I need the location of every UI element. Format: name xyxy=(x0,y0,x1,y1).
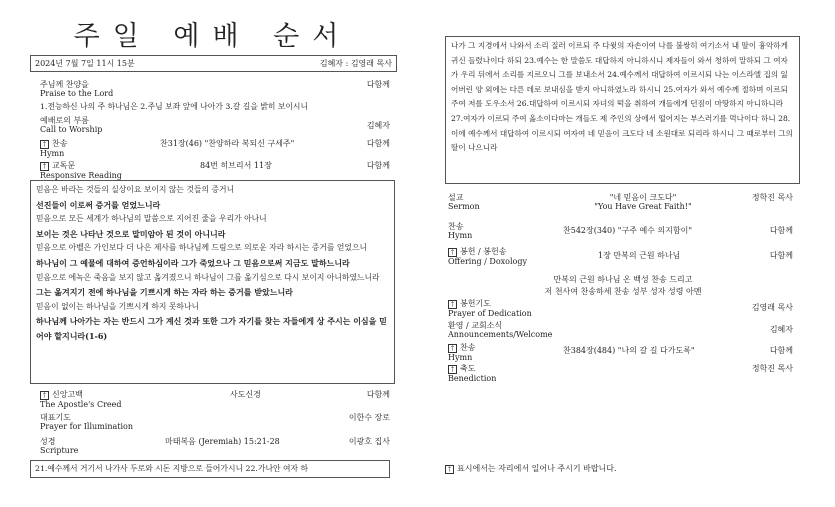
order-item-hymn-2: 찬송 Hymn 찬542장(340) "구주 예수 의지함이" 다함께 xyxy=(448,222,793,240)
order-item-offering: † 봉헌 / 봉헌송 Offering / Doxology 1장 만복의 근원 하나님 다함께 xyxy=(448,247,793,266)
order-item-benediction: † 축도 Benediction 정학진 목사 xyxy=(448,364,793,383)
left-page xyxy=(30,0,395,507)
standing-mark-icon: † xyxy=(448,344,457,353)
order-item-prayer: 대표기도 Prayer for Illumination 이한수 장로 xyxy=(40,413,390,431)
service-date: 2024년 7월 7일 11시 15분 xyxy=(35,59,135,68)
standing-mark-icon: † xyxy=(448,365,457,374)
footnote: † 표시에서는 자리에서 일어나 주시기 바랍니다. xyxy=(445,464,795,474)
page-title: 주일 예배 순서 xyxy=(73,21,352,52)
standing-mark-icon: † xyxy=(40,391,49,400)
praise-songs: 1.전능하신 나의 주 하나님은 2.주님 보좌 앞에 나아가 3.갈 길을 밝히 보이시니 xyxy=(40,102,308,111)
order-item-responsive-reading: † 교독문 Responsive Reading 84번 히브리서 11장 다함께 xyxy=(40,161,390,180)
standing-mark-icon: † xyxy=(40,162,49,171)
order-item-announcements: 환영 / 교회소식 Announcements/Welcome 김혜자 xyxy=(448,321,793,339)
order-item-sermon: 설교 Sermon "네 믿음이 크도다" "You Have Great Faith!" 정학진 목사 xyxy=(448,193,793,211)
standing-mark-icon: † xyxy=(445,465,454,474)
responsive-reading-box: 믿음은 바라는 것들의 실상이요 보이지 않는 것들의 증거니 선진들이 이로써 증거를 얻었느니라 믿음으로 모든 세계가 하나님의 말씀으로 지어진 줄을 우리가 아나니 보이는 것은 나타난 것으로 말미암아 된 것이 아니니라 믿음으로 아벨은 가인보다 더 나은 제사를 하나님께 드림으로 의로운 자라 하시는 증거를 얻었으니 하나님이 그 예물에 대하여 증언하심이라 그가 죽었으나 그 믿음으로써 지금도 말하느니라 믿음으로 에녹은 죽음을 보지 않고 옮겨졌으니 하나님이 그를 옮기심으로 다시 보이지 아니하였느니라 그는 옮겨지기 전에 하나님을 기쁘시게 하는 자라 하는 증거를 받았느니라 믿음이 없이는 하나님을 기쁘시게 하지 못하나니 하나님께 나아가는 자는 반드시 그가 계신 것과 또한 그가 자기를 찾는 자들에게 상 주시는 이심을 믿어야 할지니라(1-6) xyxy=(30,180,395,384)
order-item-dedication: † 봉헌기도 Prayer of Dedication 김영래 목사 xyxy=(448,299,793,318)
standing-mark-icon: † xyxy=(448,300,457,309)
scripture-box-start: 21.예수께서 거기서 나가사 두로와 시돈 지방으로 들어가시니 22.가나안 여자 하 xyxy=(30,460,390,478)
order-item-hymn-3: † 찬송 Hymn 찬384장(484) "나의 갈 길 다가도록" 다함께 xyxy=(448,343,793,362)
order-item-call-to-worship: 예배로의 부름 Call to Worship 김혜자 xyxy=(40,116,390,134)
order-item-hymn-1: † 찬송 Hymn 찬31장(46) "찬양하라 복되신 구세주" 다함께 xyxy=(40,139,390,158)
service-leader: 김혜자 : 김영래 목사 xyxy=(319,59,392,68)
order-item-praise: 주님께 찬양을 Praise to the Lord 다함께 xyxy=(40,80,390,98)
order-item-scripture: 성경 Scripture 마태복음 (Jeremiah) 15:21-28 이광호 집사 xyxy=(40,437,390,455)
date-line xyxy=(30,55,397,72)
right-page xyxy=(445,0,800,507)
standing-mark-icon: † xyxy=(448,248,457,257)
standing-mark-icon: † xyxy=(40,140,49,149)
scripture-box-continued: 나가 그 지경에서 나와서 소리 질러 이르되 주 다윗의 자손이여 나를 불쌍히 여기소서 내 딸이 흉악하게 귀신 들렸나이다 하되 23.예수는 한 말씀도 대답하지 아니하시니 제자들이 와서 청하여 말하되 그 여자가 우리 뒤에서 소리를 지르오니 그를 보내소서 24.예수께서 대답하여 이르시되 나는 이스라엘 집의 잃어버린 양 외에는 다른 데로 보내심을 받지 아니하였노라 하시니 25.여자가 와서 예수께 절하며 이르되 주여 저를 도우소서 26.대답하여 이르시되 자녀의 떡을 취하여 개들에게 던짐이 마땅하지 아니하니라 27.여자가 이르되 주여 옳소이다마는 개들도 제 주인의 상에서 떨어지는 부스러기를 먹나이다 하니 28.이에 예수께서 대답하여 이르시되 여자여 네 믿음이 크도다 네 소원대로 되리라 하시니 그 때로부터 그의 딸이 나으니라 xyxy=(445,36,800,184)
doxology-lyrics: 만복의 근원 하나님 온 백성 찬송 드리고 저 천사여 찬송하세 찬송 성부 성자 성령 아멘 xyxy=(544,275,702,296)
order-item-creed: † 신앙고백 The Apostle's Creed 사도신경 다함께 xyxy=(40,390,390,409)
